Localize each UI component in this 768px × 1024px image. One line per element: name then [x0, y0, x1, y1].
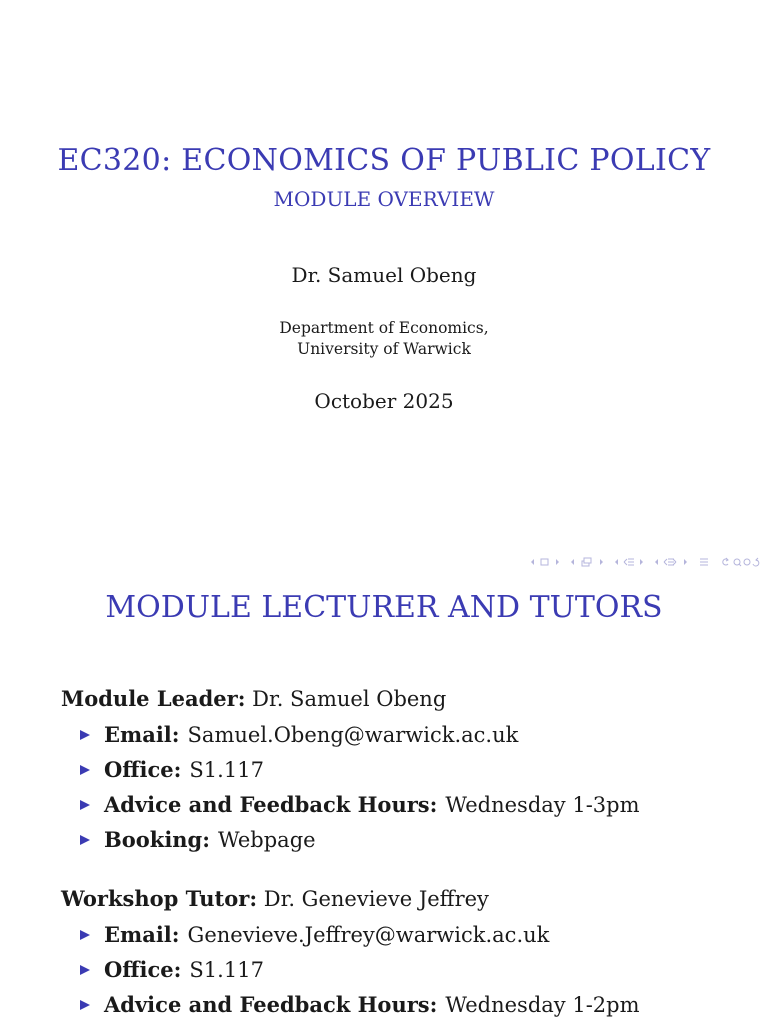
detail-label: Booking:: [104, 827, 210, 852]
workshop-tutor-name: Dr. Genevieve Jeffrey: [263, 887, 489, 911]
workshop-tutor-details: [80, 917, 640, 1022]
nav-search-icon[interactable]: [720, 557, 760, 567]
list-item: [80, 717, 640, 752]
detail-value: Samuel.Obeng@warwick.ac.uk: [187, 722, 519, 747]
detail-label: Email:: [104, 922, 180, 947]
detail-value: S1.117: [189, 957, 264, 982]
workshop-tutor-heading: [61, 886, 489, 911]
detail-value: Genevieve.Jeffrey@warwick.ac.uk: [187, 922, 550, 947]
nav-outline-icon[interactable]: [698, 557, 710, 567]
workshop-tutor-label: Workshop Tutor:: [61, 886, 258, 911]
nav-subsection-icon[interactable]: [570, 557, 604, 567]
institution-university: University of Warwick: [297, 340, 471, 358]
detail-value: Webpage: [218, 827, 316, 852]
detail-label: Office:: [104, 757, 182, 782]
presentation-title: EC320: ECONOMICS OF PUBLIC POLICY: [57, 143, 711, 178]
detail-label: Email:: [104, 722, 180, 747]
bullet-triangle-icon: [80, 835, 90, 845]
list-item: [80, 987, 640, 1022]
detail-value: S1.117: [189, 757, 264, 782]
slide-title: MODULE LECTURER AND TUTORS: [105, 590, 663, 625]
list-item: [80, 787, 640, 822]
bullet-triangle-icon: [80, 730, 90, 740]
detail-label: Office:: [104, 957, 182, 982]
bullet-triangle-icon: [80, 800, 90, 810]
bullet-triangle-icon: [80, 765, 90, 775]
detail-label: Advice and Feedback Hours:: [104, 792, 438, 817]
bullet-triangle-icon: [80, 965, 90, 975]
detail-label: Advice and Feedback Hours:: [104, 992, 438, 1017]
list-item: [80, 822, 640, 857]
list-item: [80, 917, 640, 952]
list-item: [80, 952, 640, 987]
nav-subsubsection-icon[interactable]: [654, 557, 688, 567]
module-leader-label: Module Leader:: [61, 686, 246, 711]
detail-value: Wednesday 1-2pm: [445, 992, 640, 1017]
bullet-triangle-icon: [80, 1000, 90, 1010]
presentation-subtitle: MODULE OVERVIEW: [273, 187, 495, 211]
module-leader-heading: [61, 686, 446, 711]
institution-department: Department of Economics,: [279, 319, 489, 337]
beamer-navigation-bar: [530, 557, 760, 567]
detail-value: Wednesday 1-3pm: [445, 792, 640, 817]
nav-section-icon[interactable]: [614, 557, 644, 567]
module-leader-name: Dr. Samuel Obeng: [252, 687, 447, 711]
presentation-date: October 2025: [314, 389, 454, 413]
nav-frame-icon[interactable]: [530, 557, 560, 567]
author-name: Dr. Samuel Obeng: [291, 263, 477, 287]
bullet-triangle-icon: [80, 930, 90, 940]
institution: [0, 318, 768, 360]
lecturers-slide: [0, 576, 768, 1024]
list-item: [80, 752, 640, 787]
module-leader-details: [80, 717, 640, 857]
